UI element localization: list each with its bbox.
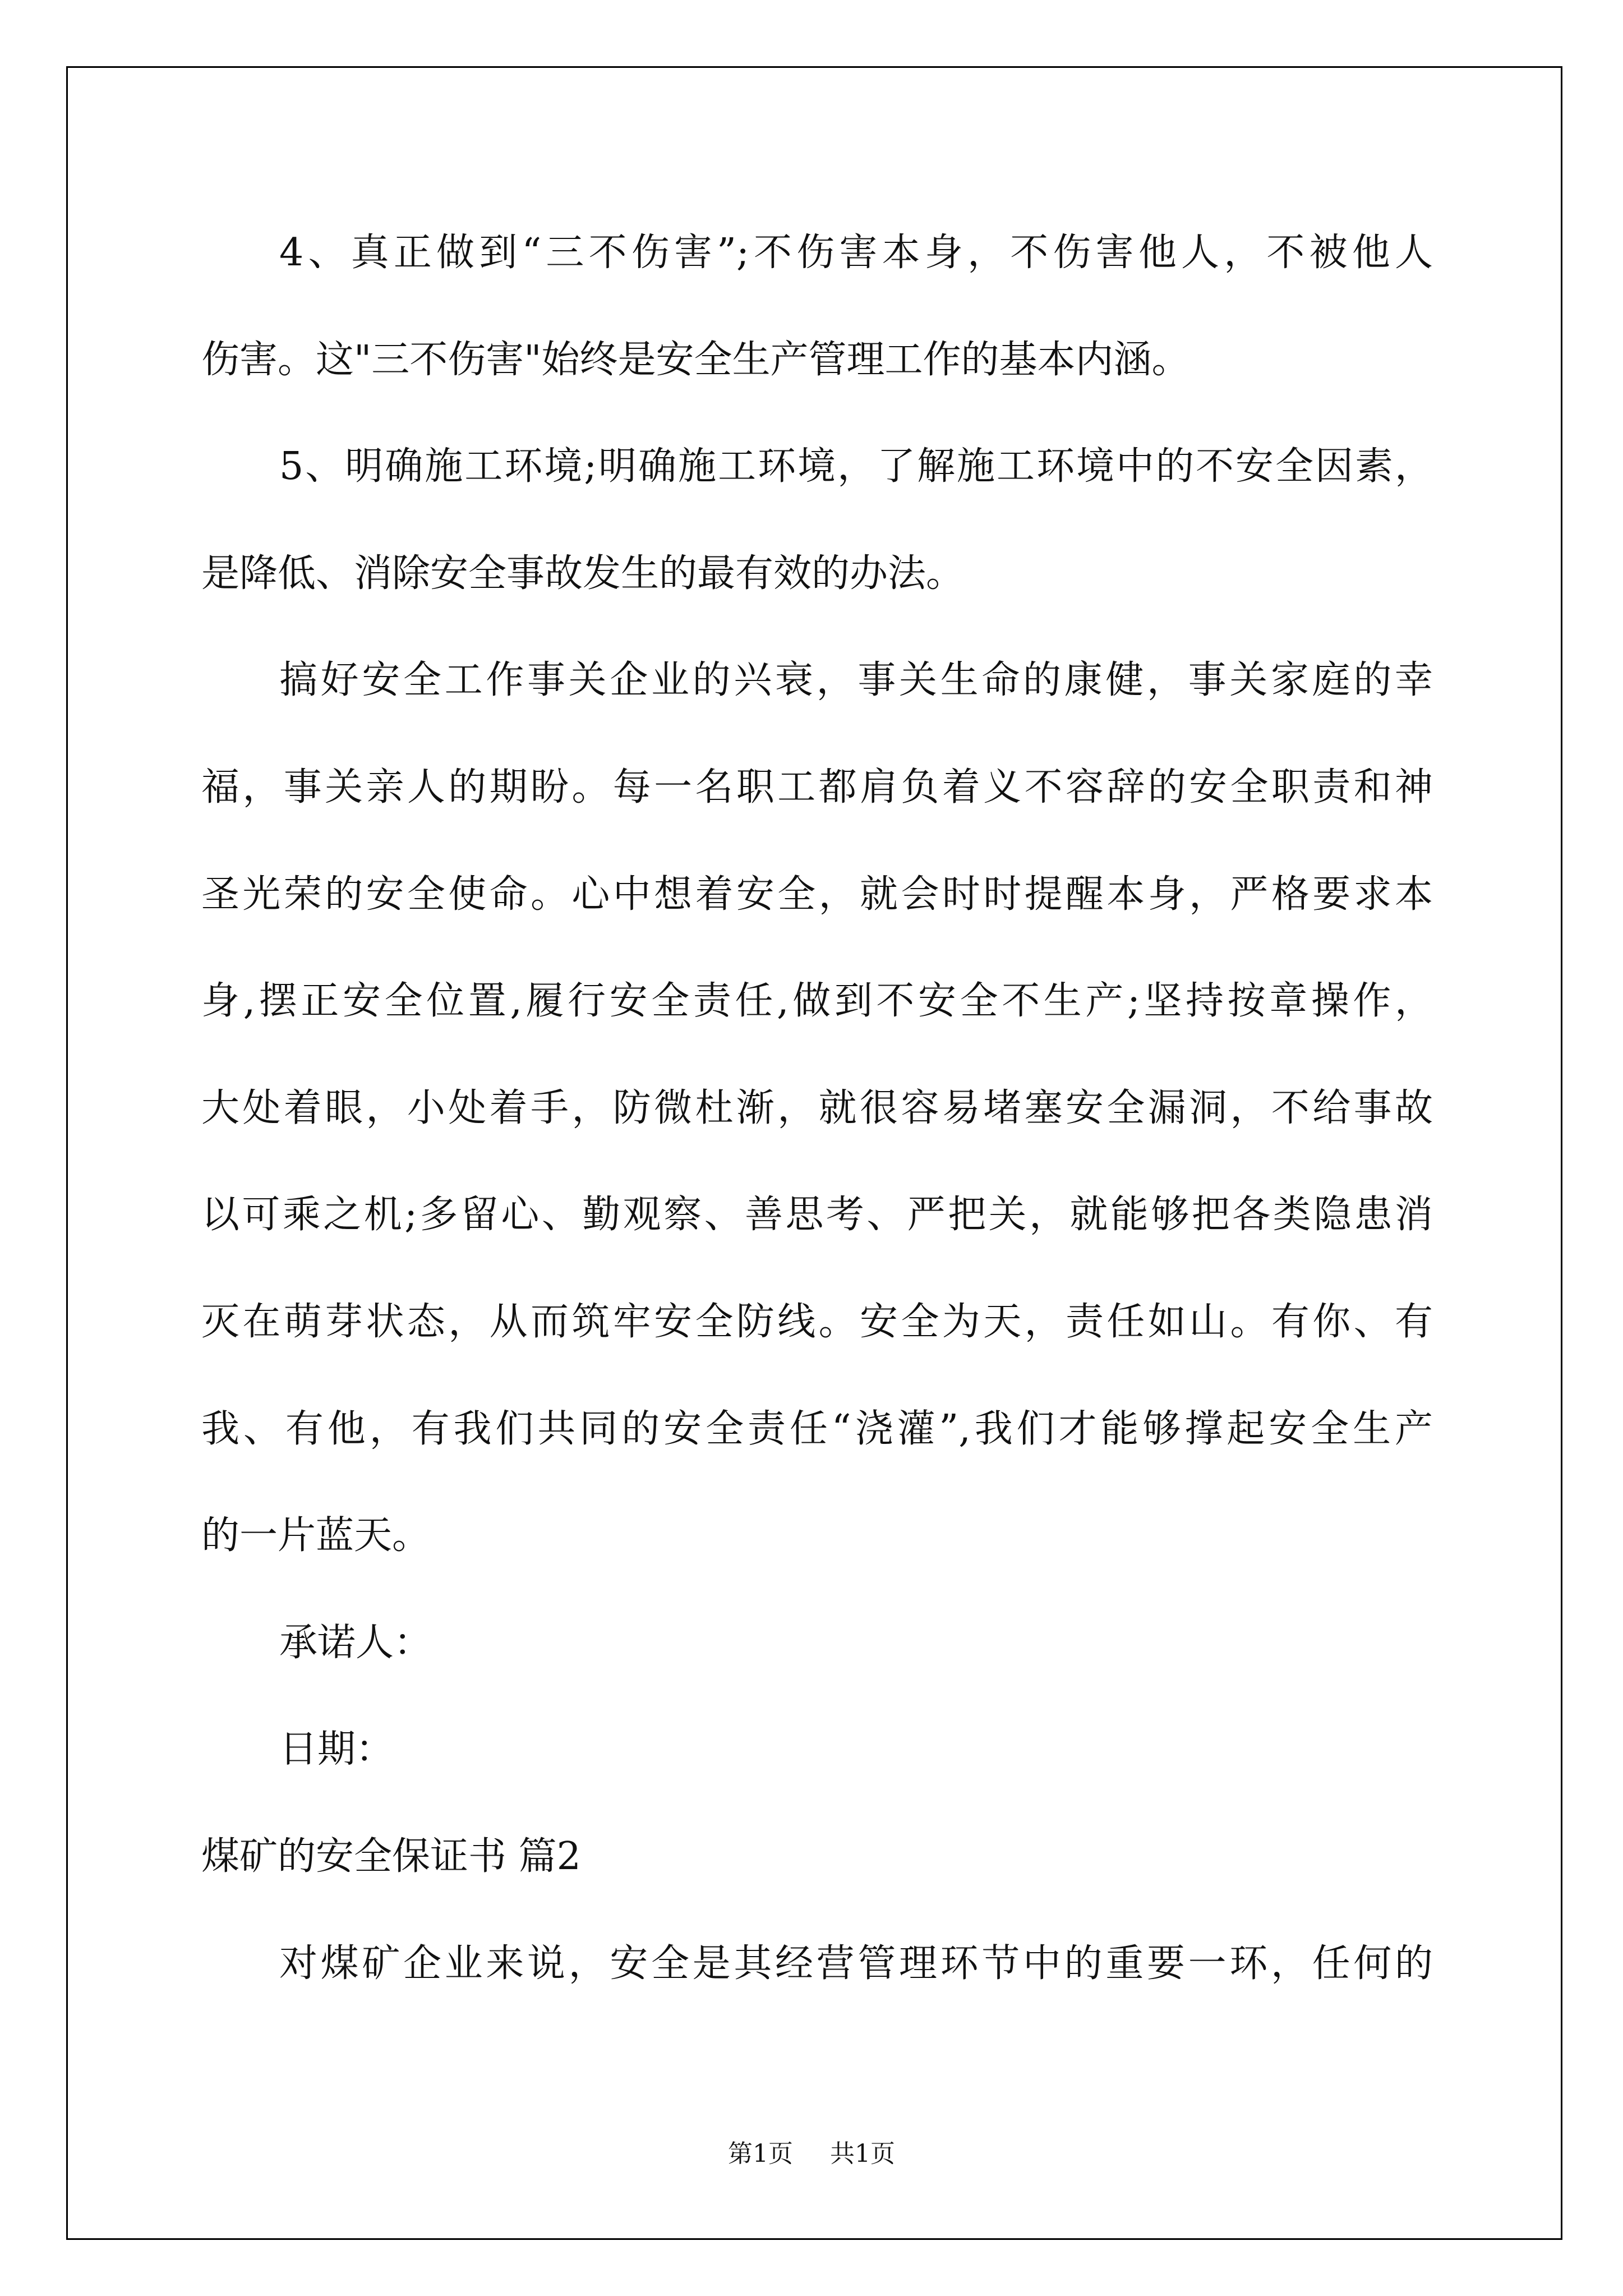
paragraph-line: 伤害。这"三不伤害"始终是安全生产管理工作的基本内涵。	[201, 337, 1190, 382]
paragraph-line: 圣光荣的安全使命。心中想着安全，就会时时提醒本身，严格要求本	[201, 872, 1433, 917]
page-number: 第1页	[728, 2139, 793, 2168]
section-paragraph	[201, 1911, 1433, 2018]
page-footer	[0, 2137, 1623, 2171]
paragraph-line: 大处着眼，小处着手，防微杜渐，就很容易堵塞安全漏洞，不给事故	[201, 1085, 1433, 1130]
paragraph-safety-work	[201, 627, 1433, 1589]
paragraph-line: 5、明确施工环境;明确施工环境，了解施工环境中的不安全因素，	[279, 444, 1433, 489]
paragraph-line: 以可乘之机;多留心、勤观察、善思考、严把关，就能够把各类隐患消	[201, 1193, 1433, 1237]
date-label: 日期：	[279, 1727, 394, 1772]
section-heading: 煤矿的安全保证书 篇2	[201, 1834, 581, 1879]
page-total: 共1页	[830, 2139, 895, 2168]
document-body	[201, 200, 1433, 2017]
paragraph-line: 我、有他，有我们共同的安全责任“浇灌”,我们才能够撑起安全生产	[201, 1406, 1433, 1451]
paragraph-item-4	[201, 200, 1433, 413]
paragraph-line: 4、真正做到“三不伤害”;不伤害本身，不伤害他人，不被他人	[279, 231, 1433, 275]
promisor-label: 承诺人：	[279, 1620, 432, 1665]
paragraph-line: 的一片蓝天。	[201, 1513, 431, 1558]
paragraph-line: 是降低、消除安全事故发生的最有效的办法。	[201, 551, 965, 596]
paragraph-line: 身,摆正安全位置,履行安全责任,做到不安全不生产;坚持按章操作，	[201, 979, 1433, 1024]
paragraph-line: 福，事关亲人的期盼。每一名职工都肩负着义不容辞的安全职责和神	[201, 765, 1433, 809]
paragraph-line: 搞好安全工作事关企业的兴衰，事关生命的康健，事关家庭的幸	[279, 658, 1433, 703]
paragraph-line: 对煤矿企业来说，安全是其经营管理环节中的重要一环，任何的	[279, 1941, 1433, 1986]
paragraph-line: 灭在萌芽状态，从而筑牢安全防线。安全为天，责任如山。有你、有	[201, 1299, 1433, 1344]
paragraph-item-5	[201, 413, 1433, 627]
